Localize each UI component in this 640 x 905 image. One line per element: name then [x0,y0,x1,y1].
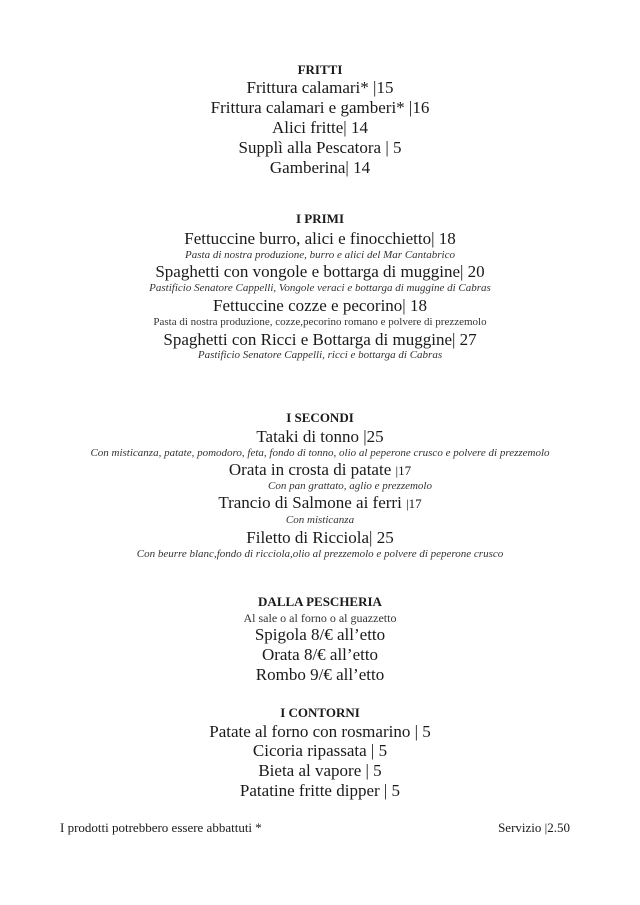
section-title: I SECONDI [286,410,354,425]
section-title: I PRIMI [295,211,345,226]
menu-item: Frittura calamari* |15 [246,78,394,97]
menu-item: Cicoria ripassata | 5 [252,741,388,760]
menu-item: Filetto di Ricciola| 25 [246,528,394,547]
menu-item: Patate al forno con rosmarino | 5 [209,722,431,741]
section-subtitle: Al sale o al forno o al guazzetto [243,611,397,625]
menu-item: Frittura calamari e gamberi* |16 [210,98,430,117]
service-charge: Servizio |2.50 [498,820,570,835]
menu-item: Bieta al vapore | 5 [258,761,382,780]
section-title: DALLA PESCHERIA [258,594,382,609]
menu-item: Spaghetti con Ricci e Bottarga di muggine| 27 [163,330,477,349]
item-name: Orata in crosta di patate [228,460,396,479]
menu-item: Spaghetti con vongole e bottarga di muggine| 20 [155,262,485,281]
section-title: FRITTI [297,62,343,77]
menu-item-description: Pastificio Senatore Cappelli, ricci e bottarga di Cabras [197,349,443,361]
menu-item-description: Con pan grattato, aglio e prezzemolo [268,480,432,492]
menu-item-description: Pasta di nostra produzione, cozze,pecorino romano e polvere di prezzemolo [153,316,487,328]
menu-item-description: Con misticanza, patate, pomodoro, feta, fondo di tonno, olio al peperone crusco e polvere di prezzemolo [90,447,550,459]
menu-item-description: Pastificio Senatore Cappelli, Vongole veraci e bottarga di muggine di Cabras [149,282,491,294]
item-price: |17 [395,463,412,478]
menu-item-description: Pasta di nostra produzione, burro e alici del Mar Cantabrico [185,249,455,261]
menu-item: Patatine fritte dipper | 5 [239,781,401,800]
menu-item: Rombo 9/€ all’etto [255,665,385,684]
menu-item [0,493,640,514]
menu-item: Gamberina| 14 [269,158,371,177]
menu-item [0,460,640,481]
menu-item: Fettuccine cozze e pecorino| 18 [213,296,427,315]
menu-item: Spigola 8/€ all’etto [254,625,386,644]
menu-item: Alici fritte| 14 [272,118,368,137]
item-name: Trancio di Salmone ai ferri [218,493,407,512]
section-title: I CONTORNI [280,705,360,720]
menu-item: Orata 8/€ all’etto [261,645,379,664]
item-price: |17 [406,496,422,511]
menu-item-description: Con misticanza [285,514,355,526]
menu-item: Fettuccine burro, alici e finocchietto| 18 [184,229,456,248]
menu-item: Tataki di tonno |25 [256,427,384,446]
footer-note: I prodotti potrebbero essere abbattuti * [60,820,262,835]
menu-item: Supplì alla Pescatora | 5 [238,138,402,157]
menu-item-description: Con beurre blanc,fondo di ricciola,olio al prezzemolo e polvere di peperone crusco [136,548,504,560]
